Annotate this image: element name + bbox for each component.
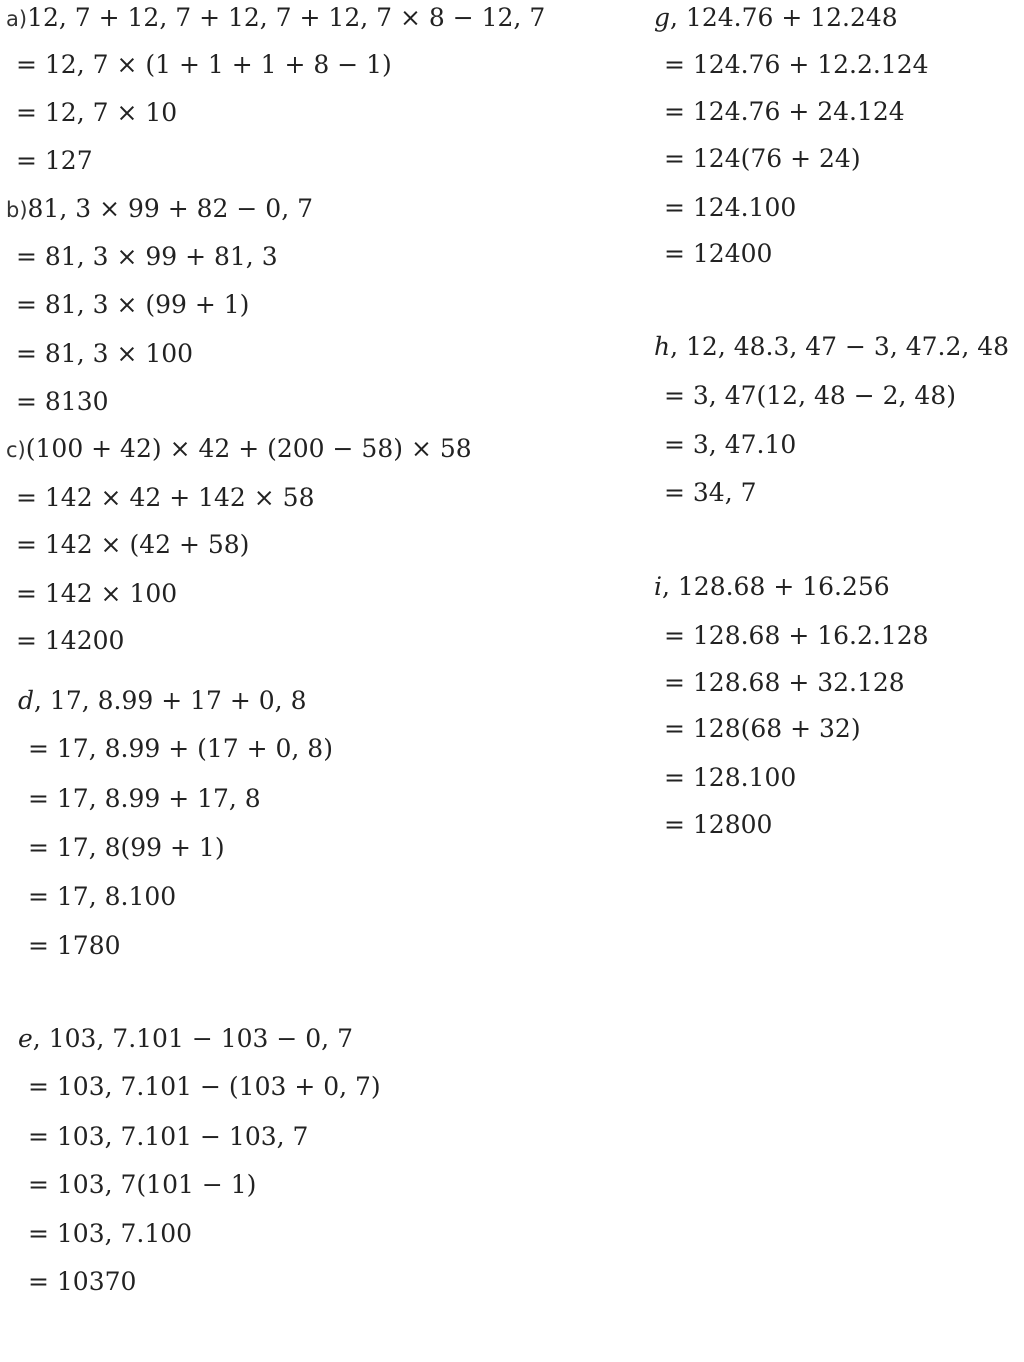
problem-d-line-2: = 17, 8.99 + (17 + 0, 8)	[28, 734, 333, 763]
problem-b-line-3: = 81, 3 × (99 + 1)	[16, 290, 250, 319]
problem-d-line-4: = 17, 8(99 + 1)	[28, 833, 225, 862]
problem-g-line-1	[654, 2, 898, 34]
problem-e-line-1	[18, 1023, 353, 1055]
problem-d-line-3: = 17, 8.99 + 17, 8	[28, 784, 261, 813]
problem-e-line-4: = 103, 7(101 − 1)	[28, 1170, 257, 1199]
problem-a-line-2: = 12, 7 × (1 + 1 + 1 + 8 − 1)	[16, 50, 392, 79]
problem-h-line-2: = 3, 47(12, 48 − 2, 48)	[664, 381, 956, 410]
problem-g-line-3: = 124.76 + 24.124	[664, 97, 905, 126]
problem-g-expression: , 124.76 + 12.248	[670, 3, 898, 32]
problem-b-expression: 81, 3 × 99 + 82 − 0, 7	[27, 194, 313, 223]
problem-c-line-2: = 142 × 42 + 142 × 58	[16, 483, 315, 512]
problem-d-line-5: = 17, 8.100	[28, 882, 177, 911]
problem-c-line-5: = 14200	[16, 626, 125, 655]
problem-e-variable: e	[18, 1024, 33, 1053]
problem-h-expression: , 12, 48.3, 47 − 3, 47.2, 48	[670, 332, 1010, 361]
problem-h-line-3: = 3, 47.10	[664, 430, 797, 459]
problem-a-line-4: = 127	[16, 146, 93, 175]
problem-i-expression: , 128.68 + 16.256	[662, 572, 890, 601]
problem-g-variable: g	[654, 3, 671, 32]
problem-b-line-2: = 81, 3 × 99 + 81, 3	[16, 242, 278, 271]
problem-e-line-6: = 10370	[28, 1267, 137, 1296]
problem-i-line-4: = 128(68 + 32)	[664, 714, 861, 743]
problem-i-line-1	[654, 571, 890, 603]
problem-c-line-4: = 142 × 100	[16, 579, 178, 608]
problem-d-line-6: = 1780	[28, 931, 121, 960]
problem-a-expression: 12, 7 + 12, 7 + 12, 7 + 12, 7 × 8 − 12, 7	[27, 3, 546, 32]
problem-b-line-5: = 8130	[16, 387, 109, 416]
problem-d-expression: , 17, 8.99 + 17 + 0, 8	[34, 686, 307, 715]
problem-b-line-1	[6, 193, 313, 226]
problem-d-line-1	[18, 685, 306, 717]
problem-h-variable: h	[654, 332, 671, 361]
problem-e-line-2: = 103, 7.101 − (103 + 0, 7)	[28, 1072, 381, 1101]
problem-i-line-5: = 128.100	[664, 763, 797, 792]
problem-a-label: a)	[6, 7, 28, 31]
problem-e-line-3: = 103, 7.101 − 103, 7	[28, 1122, 309, 1151]
problem-d-variable: d	[18, 686, 35, 715]
problem-g-line-2: = 124.76 + 12.2.124	[664, 50, 929, 79]
problem-c-label: c)	[6, 438, 26, 462]
problem-i-line-2: = 128.68 + 16.2.128	[664, 621, 929, 650]
problem-c-expression: (100 + 42) × 42 + (200 − 58) × 58	[25, 434, 472, 463]
problem-c-line-3: = 142 × (42 + 58)	[16, 530, 250, 559]
problem-g-line-6: = 12400	[664, 239, 773, 268]
problem-b-label: b)	[6, 198, 28, 222]
problem-h-line-1	[654, 331, 1009, 363]
problem-a-line-3: = 12, 7 × 10	[16, 98, 178, 127]
problem-c-line-1	[6, 433, 472, 466]
problem-g-line-4: = 124(76 + 24)	[664, 144, 861, 173]
problem-g-line-5: = 124.100	[664, 193, 797, 222]
problem-i-variable: i	[654, 572, 662, 601]
problem-e-line-5: = 103, 7.100	[28, 1219, 193, 1248]
problem-e-expression: , 103, 7.101 − 103 − 0, 7	[32, 1024, 353, 1053]
problem-i-line-3: = 128.68 + 32.128	[664, 668, 905, 697]
problem-a-line-1	[6, 2, 545, 35]
problem-i-line-6: = 12800	[664, 810, 773, 839]
problem-b-line-4: = 81, 3 × 100	[16, 339, 194, 368]
problem-h-line-4: = 34, 7	[664, 478, 757, 507]
